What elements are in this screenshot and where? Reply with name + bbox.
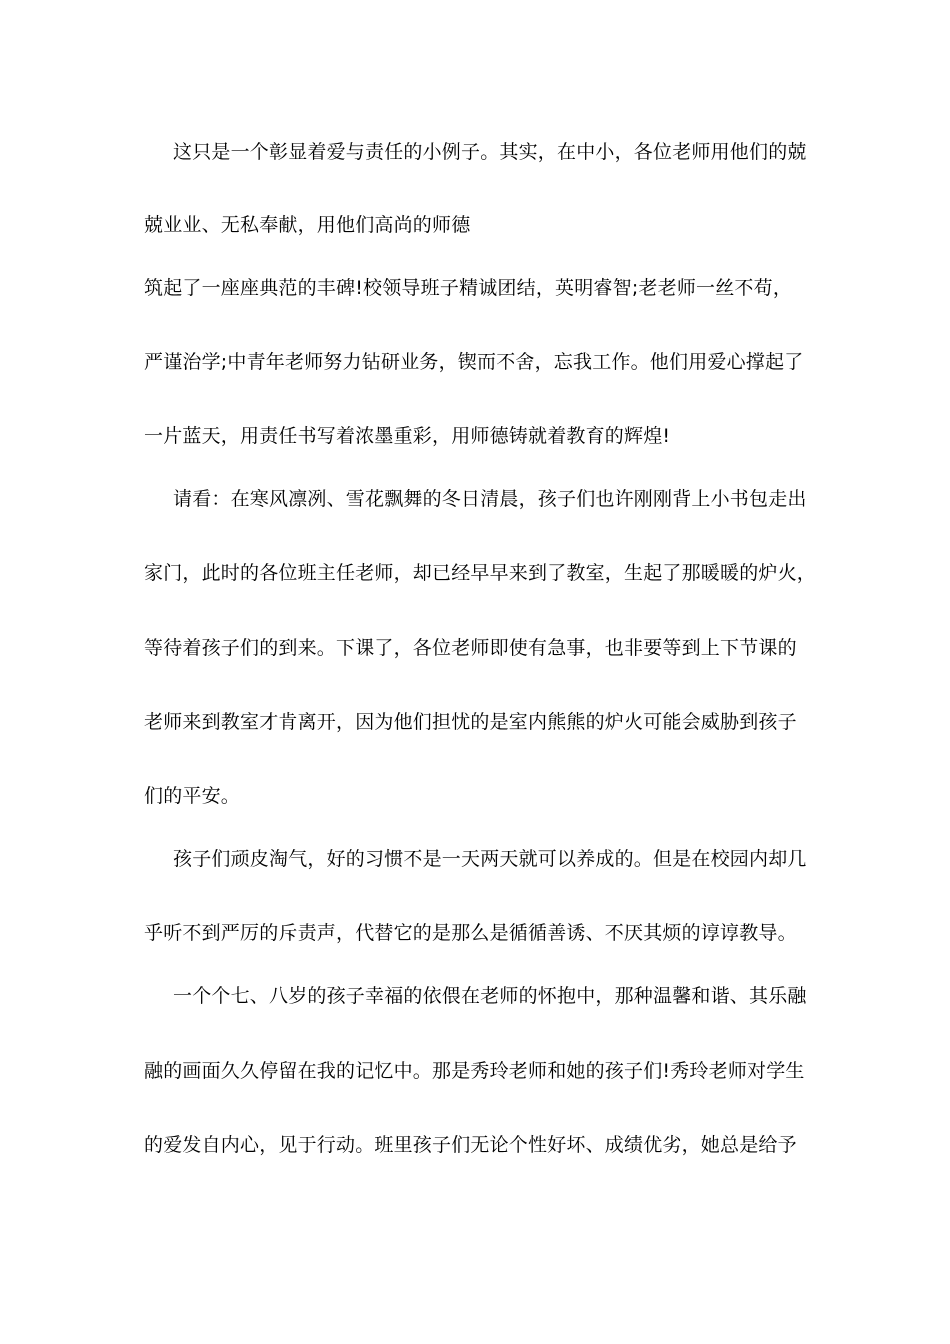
text-line-14: 融的画面久久停留在我的记忆中。那是秀玲老师和她的孩子们!秀玲老师对学生: [144, 1060, 805, 1082]
text-line-13: 一个个七、八岁的孩子幸福的依偎在老师的怀抱中，那种温馨和谐、其乐融: [173, 985, 807, 1007]
text-line-6: 请看：在寒风凛冽、雪花飘舞的冬日清晨，孩子们也许刚刚背上小书包走出: [173, 488, 807, 510]
text-line-15: 的爱发自内心，见于行动。班里孩子们无论个性好坏、成绩优劣，她总是给予: [144, 1134, 797, 1156]
text-line-5: 一片蓝天，用责任书写着浓墨重彩，用师德铸就着教育的辉煌!: [144, 425, 671, 447]
text-line-8: 等待着孩子们的到来。下课了，各位老师即使有急事，也非要等到上下节课的: [144, 637, 797, 659]
text-line-1: 这只是一个彰显着爱与责任的小例子。其实，在中小，各位老师用他们的兢: [173, 141, 807, 163]
text-line-2: 兢业业、无私奉献，用他们高尚的师德: [144, 214, 471, 236]
text-line-12: 乎听不到严厉的斥责声，代替它的是那么是循循善诱、不厌其烦的谆谆教导。: [144, 922, 797, 944]
text-line-4: 严谨治学;中青年老师努力钻研业务，锲而不舍，忘我工作。他们用爱心撑起了: [144, 351, 804, 373]
text-line-3: 筑起了一座座典范的丰碑!校领导班子精诚团结，英明睿智;老老师一丝不苟，: [144, 277, 793, 299]
text-line-9: 老师来到教室才肯离开，因为他们担忧的是室内熊熊的炉火可能会威胁到孩子: [144, 711, 797, 733]
text-line-11: 孩子们顽皮淘气，好的习惯不是一天两天就可以养成的。但是在校园内却几: [173, 848, 807, 870]
text-line-10: 们的平安。: [144, 785, 241, 807]
text-line-7: 家门，此时的各位班主任老师，却已经早早来到了教室，生起了那暖暖的炉火，: [144, 562, 817, 584]
